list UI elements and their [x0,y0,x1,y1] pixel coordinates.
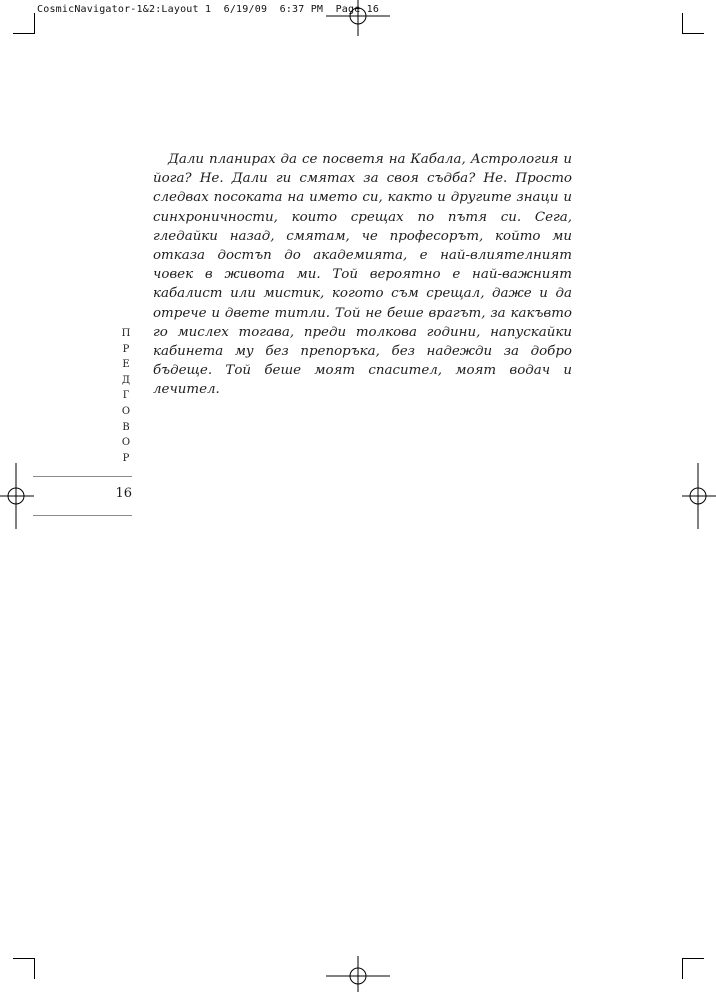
crop-mark-top-left-horizontal [13,33,34,34]
page-number: 16 [115,486,132,501]
section-title-vertical [117,326,135,466]
section-letter: О [121,405,131,417]
crop-mark-top-left-vertical [34,13,35,34]
page-number-rule-bottom [33,515,132,516]
section-letter: В [122,421,130,433]
registration-mark-right-icon [682,463,716,529]
section-letter: Д [121,374,131,386]
crop-mark-top-right-vertical [682,13,683,34]
body-paragraph: Дали планирах да се посветя на Кабала, Астрология и йога? Не. Дали ги смятах за своя съдба? Не. Просто следвах посоката на името си, както и другите знаци и синхроничности, които срещах по пътя си. Сега, гледайки назад, смятам, че професорът, който ми отказа достъп до академията, е най-влиятелният човек в живота ми. Той вероятно е най-важният кабалист или мистик, когото съм срещал, даже и да отрече и двете титли. Той не беше врагът, за какъвто го мислех тогава, преди толкова години, напускайки кабинета му без препоръка, без надежди за добро бъдеще. Той беше моят спасител, моят водач и лечител. [153,152,572,398]
section-letter: Р [122,343,130,355]
registration-mark-bottom-icon [326,956,390,992]
page-number-rule-top [33,476,132,477]
crop-mark-bottom-right-horizontal [683,958,704,959]
crop-mark-top-right-horizontal [683,33,704,34]
crop-mark-bottom-left-vertical [34,958,35,979]
section-letter: Г [122,390,130,402]
section-letter: О [121,437,131,449]
crop-mark-bottom-right-vertical [682,958,683,979]
section-letter: Р [122,452,130,464]
registration-mark-left-icon [0,463,34,529]
registration-mark-top-icon [326,0,390,36]
section-letter: П [121,328,131,339]
section-letter: Е [122,359,130,371]
crop-mark-bottom-left-horizontal [13,958,34,959]
printer-slug-line: CosmicNavigator-1&2:Layout 1 6/19/09 6:37 PM Page 16 [37,4,380,15]
